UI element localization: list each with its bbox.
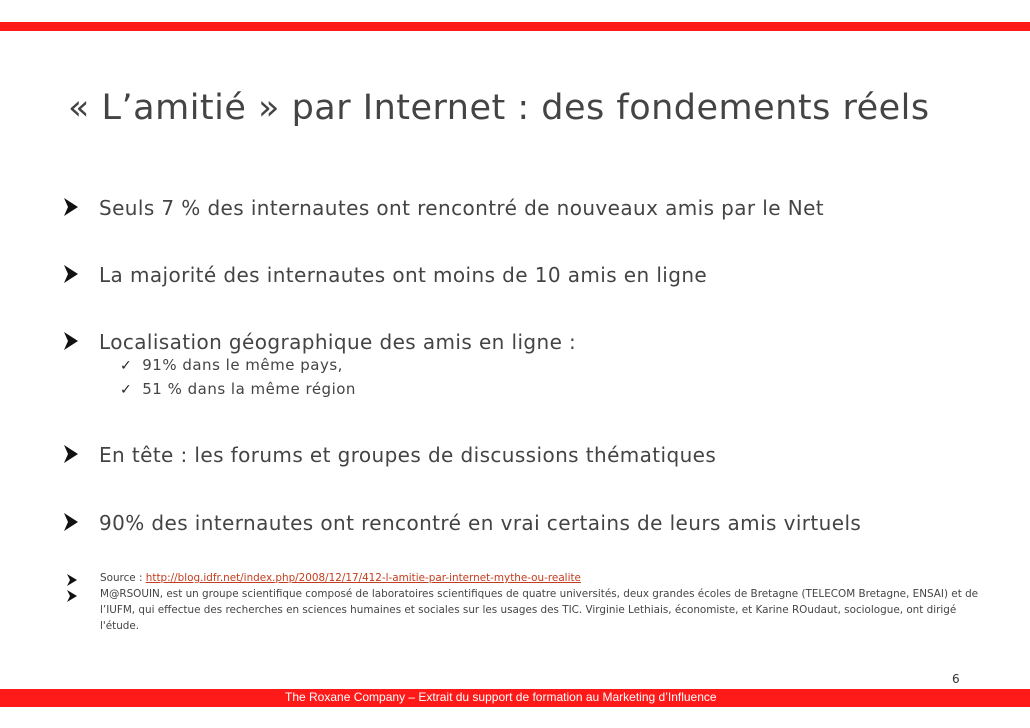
small-arrow-bullet-icon xyxy=(67,590,77,602)
sub-bullet-item xyxy=(120,356,343,374)
arrow-bullet-icon xyxy=(64,332,78,350)
checkmark-icon: ✓ xyxy=(120,382,133,398)
arrow-bullet-icon xyxy=(64,513,78,531)
sub-bullet-text: 91% dans le même pays, xyxy=(142,356,343,374)
checkmark-icon: ✓ xyxy=(120,358,133,374)
slide-title: « L’amitié » par Internet : des fondements réels xyxy=(68,88,930,128)
sub-bullet-item xyxy=(120,380,356,398)
footer-text: The Roxane Company – Extrait du support de formation au Marketing d’Influence xyxy=(285,690,717,704)
page-number: 6 xyxy=(952,672,960,686)
small-arrow-bullet-icon xyxy=(67,574,77,586)
sub-bullet-text: 51 % dans la même région xyxy=(142,380,356,398)
arrow-bullet-icon xyxy=(64,445,78,463)
bullet-text: La majorité des internautes ont moins de 10 amis en ligne xyxy=(99,263,708,287)
top-accent-bar xyxy=(0,22,1030,31)
study-note: M@RSOUIN, est un groupe scientifique composé de laboratoires scientifiques de quatre universités, deux grandes écoles de Bretagne (TELECOM Bretagne, ENSAI) et de l’IUFM, qui effectue des recherches en sciences humaines et sociales sur les usages des TIC. Virginie Lethiais, économiste, et Karine ROudaut, sociologue, ont dirigé l'étude. xyxy=(100,588,979,632)
bullet-text: Localisation géographique des amis en ligne : xyxy=(99,330,577,354)
bullet-text: 90% des internautes ont rencontré en vrai certains de leurs amis virtuels xyxy=(99,511,862,535)
arrow-bullet-icon xyxy=(64,265,78,283)
bullet-text: Seuls 7 % des internautes ont rencontré de nouveaux amis par le Net xyxy=(99,196,825,220)
source-label: Source : xyxy=(100,572,146,584)
source-link[interactable]: http://blog.idfr.net/index.php/2008/12/17/412-l-amitie-par-internet-mythe-ou-realite xyxy=(145,572,581,584)
source-line xyxy=(100,570,980,586)
arrow-bullet-icon xyxy=(64,198,78,216)
footer-bar xyxy=(0,689,1030,707)
bullet-text: En tête : les forums et groupes de discussions thématiques xyxy=(99,443,717,467)
